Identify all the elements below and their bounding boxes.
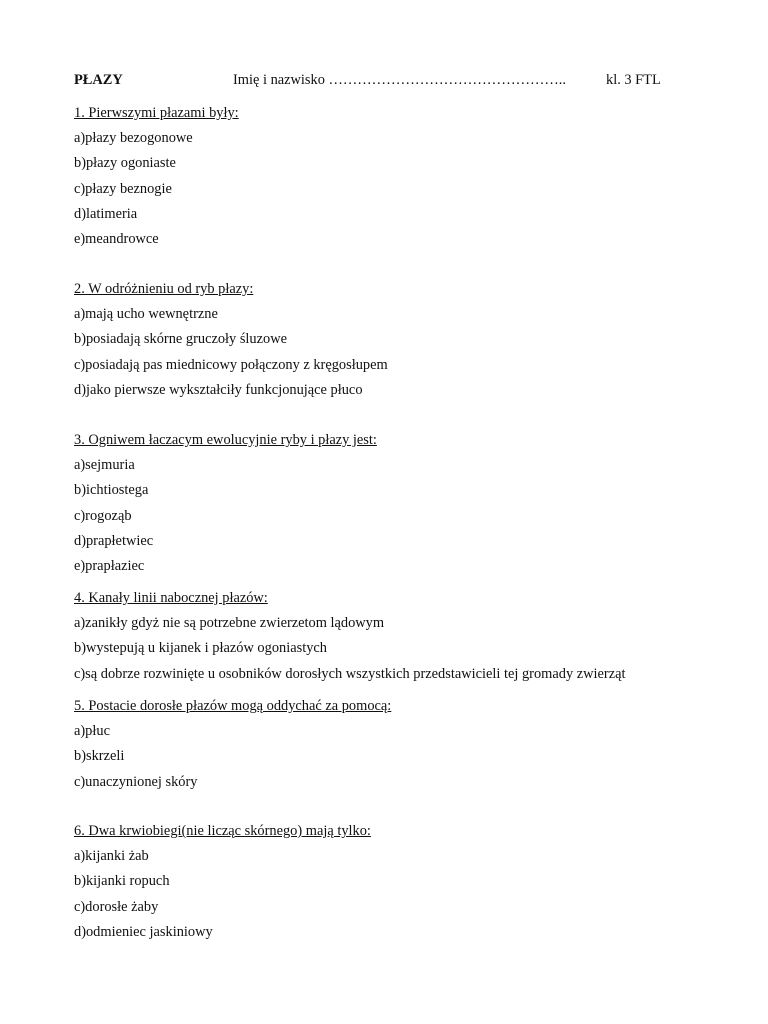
question-text: 3. Ogniwem łaczacym ewolucyjnie ryby i płazy jest: <box>74 432 377 448</box>
answer-option: b)skrzeli <box>74 748 125 765</box>
question-4 <box>74 589 714 690</box>
question-text: 6. Dwa krwiobiegi(nie licząc skórnego) mają tylko: <box>74 823 371 839</box>
question-text: 1. Pierwszymi płazami były: <box>74 105 239 121</box>
answer-option: a)mają ucho wewnętrzne <box>74 306 218 323</box>
question-text: 5. Postacie dorosłe płazów mogą oddychać za pomocą: <box>74 698 392 714</box>
class-label: kl. 3 FTL <box>606 72 661 88</box>
worksheet-title: PŁAZY <box>74 72 123 88</box>
answer-option: e)meandrowce <box>74 230 159 247</box>
question-3 <box>74 431 714 582</box>
answer-option: d)prapłetwiec <box>74 532 154 549</box>
question-1 <box>74 104 714 255</box>
answer-option: c)dorosłe żaby <box>74 898 159 915</box>
name-field-label: Imię i nazwisko ………………………………………….. <box>233 72 566 88</box>
answer-option: d)odmieniec jaskiniowy <box>74 923 213 940</box>
answer-option: e)prapłaziec <box>74 557 145 574</box>
question-text: 2. W odróżnieniu od ryb płazy: <box>74 281 254 297</box>
answer-option: a)zanikły gdyż nie są potrzebne zwierzetom lądowym <box>74 615 385 632</box>
answer-option: a)kijanki żab <box>74 848 149 865</box>
answer-option: b)płazy ogoniaste <box>74 155 176 172</box>
answer-option: c)posiadają pas miednicowy połączony z kręgosłupem <box>74 356 388 373</box>
answer-option: b)ichtiostega <box>74 482 149 499</box>
answer-option: a)sejmuria <box>74 457 135 474</box>
answer-option: b)posiadają skórne gruczoły śluzowe <box>74 331 287 348</box>
answer-option: c)unaczynionej skóry <box>74 773 198 790</box>
answer-option: b)kijanki ropuch <box>74 873 170 890</box>
question-text: 4. Kanały linii nabocznej płazów: <box>74 590 268 606</box>
answer-option: a)płuc <box>74 723 110 740</box>
answer-option: c)rogoząb <box>74 507 132 524</box>
answer-option: a)płazy bezogonowe <box>74 130 193 147</box>
answer-option: b)wystepują u kijanek i płazów ogoniastych <box>74 640 327 657</box>
question-2 <box>74 280 714 406</box>
question-5 <box>74 697 714 798</box>
answer-option: d)jako pierwsze wykształciły funkcjonujące płuco <box>74 381 363 398</box>
answer-option: d)latimeria <box>74 205 138 222</box>
question-6 <box>74 822 714 948</box>
answer-option: c)płazy beznogie <box>74 180 172 197</box>
answer-option: c)są dobrze rozwinięte u osobników dorosłych wszystkich przedstawicieli tej gromady zwierząt <box>74 665 626 682</box>
worksheet-header <box>74 72 694 92</box>
